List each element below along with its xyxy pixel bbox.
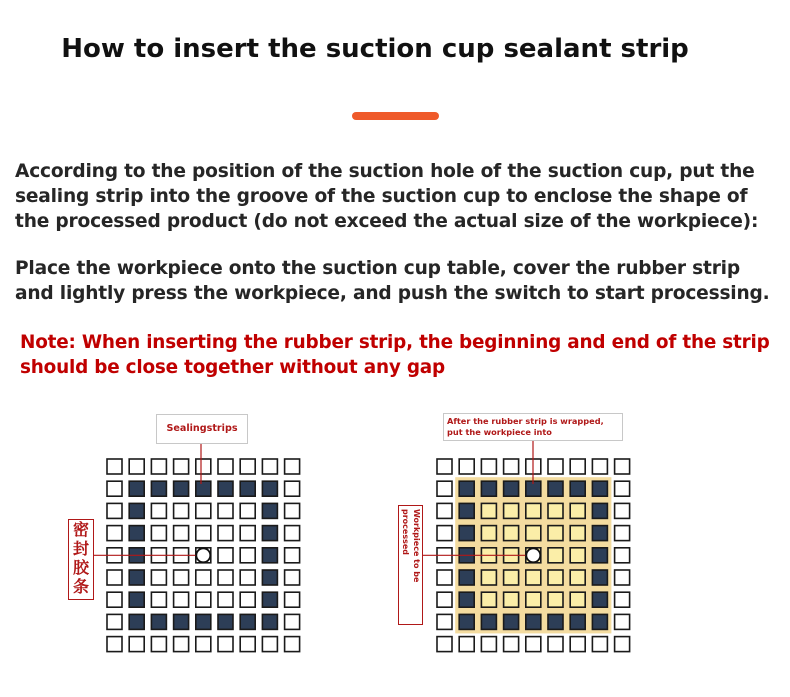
grid-cell-empty <box>107 570 122 585</box>
grid-cell-empty <box>218 548 233 563</box>
grid-cell-sealed <box>262 526 277 541</box>
grid-cell-workpiece <box>548 548 563 563</box>
grid-cell-empty <box>240 526 255 541</box>
grid-cell-empty <box>151 526 166 541</box>
grid-cell-sealed <box>240 481 255 496</box>
grid-cell-empty <box>174 503 189 518</box>
grid-cell-empty <box>196 503 211 518</box>
grid-cell-empty <box>196 459 211 474</box>
grid-cell-empty <box>459 637 474 652</box>
grid-cell-empty <box>285 526 300 541</box>
grid-cell-empty <box>240 503 255 518</box>
grid-cell-workpiece <box>526 526 541 541</box>
grid-cell-workpiece <box>570 503 585 518</box>
workpiece-side-label: Workpiece to be processed <box>398 505 423 625</box>
grid-cell-empty <box>107 614 122 629</box>
grid-cell-sealed <box>174 481 189 496</box>
grid-cell-workpiece <box>570 548 585 563</box>
grid-cell-empty <box>285 592 300 607</box>
grid-cell-empty <box>481 459 496 474</box>
grid-cell-empty <box>615 459 630 474</box>
grid-cell-empty <box>151 459 166 474</box>
instruction-paragraph-1: According to the position of the suction hole of the suction cup, put the sealing strip into the groove of the suction cup to enclose the shape of the processed product (do not exceed the actual size of the workpiece): <box>15 161 759 232</box>
grid-cell-empty <box>526 637 541 652</box>
grid-cell-empty <box>240 548 255 563</box>
grid-cell-sealed <box>129 526 144 541</box>
grid-cell-sealed <box>459 570 474 585</box>
grid-cell-sealed <box>592 592 607 607</box>
grid-cell-sealed <box>592 481 607 496</box>
grid-cell-empty <box>615 481 630 496</box>
grid-cell-sealed <box>504 481 519 496</box>
grid-cell-sealed <box>129 592 144 607</box>
grid-cell-empty <box>437 592 452 607</box>
grid-cell-sealed <box>459 614 474 629</box>
grid-cell-empty <box>151 592 166 607</box>
grid-cell-empty <box>240 592 255 607</box>
grid-cell-empty <box>196 637 211 652</box>
grid-cell-empty <box>196 570 211 585</box>
grid-cell-empty <box>437 526 452 541</box>
grid-cell-empty <box>174 570 189 585</box>
grid-cell-empty <box>151 503 166 518</box>
grid-cell-workpiece <box>481 526 496 541</box>
grid-cell-sealed <box>262 614 277 629</box>
grid-cell-workpiece <box>548 526 563 541</box>
grid-cell-empty <box>548 459 563 474</box>
grid-cell-empty <box>218 592 233 607</box>
grid-cell-sealed <box>151 614 166 629</box>
grid-cell-empty <box>285 503 300 518</box>
grid-cell-sealed <box>548 481 563 496</box>
grid-cell-empty <box>107 459 122 474</box>
grid-cell-empty <box>592 459 607 474</box>
sealing-strips-callout: Sealingstrips <box>156 414 248 444</box>
grid-cell-sealed <box>129 503 144 518</box>
grid-cell-empty <box>592 637 607 652</box>
grid-cell-workpiece <box>548 503 563 518</box>
grid-cell-sealed <box>262 570 277 585</box>
grid-cell-empty <box>218 459 233 474</box>
grid-cell-sealed <box>218 481 233 496</box>
grid-cell-empty <box>615 548 630 563</box>
grid-cell-workpiece <box>481 570 496 585</box>
grid-cell-empty <box>285 637 300 652</box>
grid-cell-empty <box>129 459 144 474</box>
grid-cell-empty <box>151 637 166 652</box>
grid-cell-empty <box>174 592 189 607</box>
grid-cell-sealed <box>196 481 211 496</box>
grid-cell-empty <box>218 503 233 518</box>
grid-cell-sealed <box>459 592 474 607</box>
grid-cell-empty <box>218 637 233 652</box>
grid-cell-empty <box>437 570 452 585</box>
grid-cell-empty <box>615 526 630 541</box>
sealing-strip-chinese-label: 密封胶条 <box>68 519 94 600</box>
grid-cell-empty <box>570 459 585 474</box>
grid-cell-empty <box>504 459 519 474</box>
grid-cell-empty <box>107 592 122 607</box>
grid-cell-sealed <box>459 526 474 541</box>
grid-cell-sealed <box>526 614 541 629</box>
grid-cell-sealed <box>481 481 496 496</box>
suction-hole-marker <box>196 548 210 562</box>
grid-cell-empty <box>196 526 211 541</box>
grid-cell-sealed <box>262 592 277 607</box>
grid-cell-empty <box>262 459 277 474</box>
grid-cell-empty <box>615 614 630 629</box>
grid-cell-empty <box>570 637 585 652</box>
grid-cell-sealed <box>129 481 144 496</box>
grid-cell-sealed <box>174 614 189 629</box>
grid-cell-sealed <box>218 614 233 629</box>
grid-cell-sealed <box>196 614 211 629</box>
grid-cell-empty <box>107 637 122 652</box>
grid-cell-empty <box>615 592 630 607</box>
grid-cell-sealed <box>570 614 585 629</box>
grid-cell-sealed <box>481 614 496 629</box>
grid-cell-sealed <box>592 570 607 585</box>
grid-cell-workpiece <box>504 570 519 585</box>
grid-cell-sealed <box>592 526 607 541</box>
grid-cell-empty <box>240 570 255 585</box>
grid-cell-empty <box>107 526 122 541</box>
grid-cell-empty <box>240 459 255 474</box>
grid-cell-empty <box>174 459 189 474</box>
grid-cell-empty <box>151 570 166 585</box>
grid-cell-empty <box>196 592 211 607</box>
grid-cell-sealed <box>459 503 474 518</box>
grid-cell-workpiece <box>481 592 496 607</box>
grid-cell-workpiece <box>570 570 585 585</box>
grid-cell-workpiece <box>548 592 563 607</box>
grid-cell-workpiece <box>548 570 563 585</box>
page-title: How to insert the suction cup sealant strip <box>61 34 689 64</box>
grid-cell-sealed <box>592 548 607 563</box>
grid-cell-sealed <box>548 614 563 629</box>
grid-cell-workpiece <box>526 503 541 518</box>
grid-cell-sealed <box>129 570 144 585</box>
grid-cell-empty <box>129 637 144 652</box>
grid-cell-sealed <box>592 503 607 518</box>
grid-cell-sealed <box>262 548 277 563</box>
grid-cell-sealed <box>151 481 166 496</box>
grid-cell-workpiece <box>504 592 519 607</box>
grid-cell-empty <box>615 503 630 518</box>
warning-note: Note: When inserting the rubber strip, the beginning and end of the strip should be close together without any gap <box>20 332 770 378</box>
grid-cell-empty <box>107 503 122 518</box>
grid-cell-empty <box>437 459 452 474</box>
grid-cell-sealed <box>592 614 607 629</box>
grid-cell-sealed <box>240 614 255 629</box>
grid-cell-empty <box>218 570 233 585</box>
grid-cell-empty <box>285 481 300 496</box>
right-suction-grid <box>423 459 630 652</box>
grid-cell-empty <box>437 481 452 496</box>
grid-cell-empty <box>218 526 233 541</box>
grid-cell-sealed <box>504 614 519 629</box>
grid-cell-workpiece <box>526 570 541 585</box>
grid-cell-workpiece <box>526 592 541 607</box>
grid-cell-empty <box>615 637 630 652</box>
grid-cell-workpiece <box>504 526 519 541</box>
grid-cell-empty <box>504 637 519 652</box>
grid-cell-sealed <box>459 481 474 496</box>
grid-cell-empty <box>285 570 300 585</box>
grid-cell-empty <box>437 637 452 652</box>
grid-cell-workpiece <box>570 526 585 541</box>
grid-cell-empty <box>548 637 563 652</box>
grid-cell-empty <box>481 637 496 652</box>
grid-cell-empty <box>285 614 300 629</box>
grid-cell-empty <box>240 637 255 652</box>
grid-cell-sealed <box>262 481 277 496</box>
grid-cell-workpiece <box>570 592 585 607</box>
grid-cell-empty <box>615 570 630 585</box>
grid-cell-empty <box>459 459 474 474</box>
suction-hole-marker <box>526 548 540 562</box>
grid-cell-workpiece <box>504 503 519 518</box>
grid-cell-sealed <box>129 614 144 629</box>
grid-cell-empty <box>285 548 300 563</box>
grid-cell-sealed <box>570 481 585 496</box>
grid-cell-empty <box>285 459 300 474</box>
grid-cell-empty <box>262 637 277 652</box>
grid-cell-empty <box>437 614 452 629</box>
grid-cell-empty <box>174 637 189 652</box>
grid-cell-sealed <box>262 503 277 518</box>
grid-cell-workpiece <box>481 503 496 518</box>
workpiece-callout: After the rubber strip is wrapped, put the workpiece into <box>443 413 623 441</box>
left-suction-grid <box>92 459 300 652</box>
instruction-paragraph-2: Place the workpiece onto the suction cup table, cover the rubber strip and lightly press the workpiece, and push the switch to start processing. <box>15 258 770 304</box>
grid-cell-empty <box>174 526 189 541</box>
grid-cell-empty <box>437 503 452 518</box>
grid-cell-empty <box>107 481 122 496</box>
